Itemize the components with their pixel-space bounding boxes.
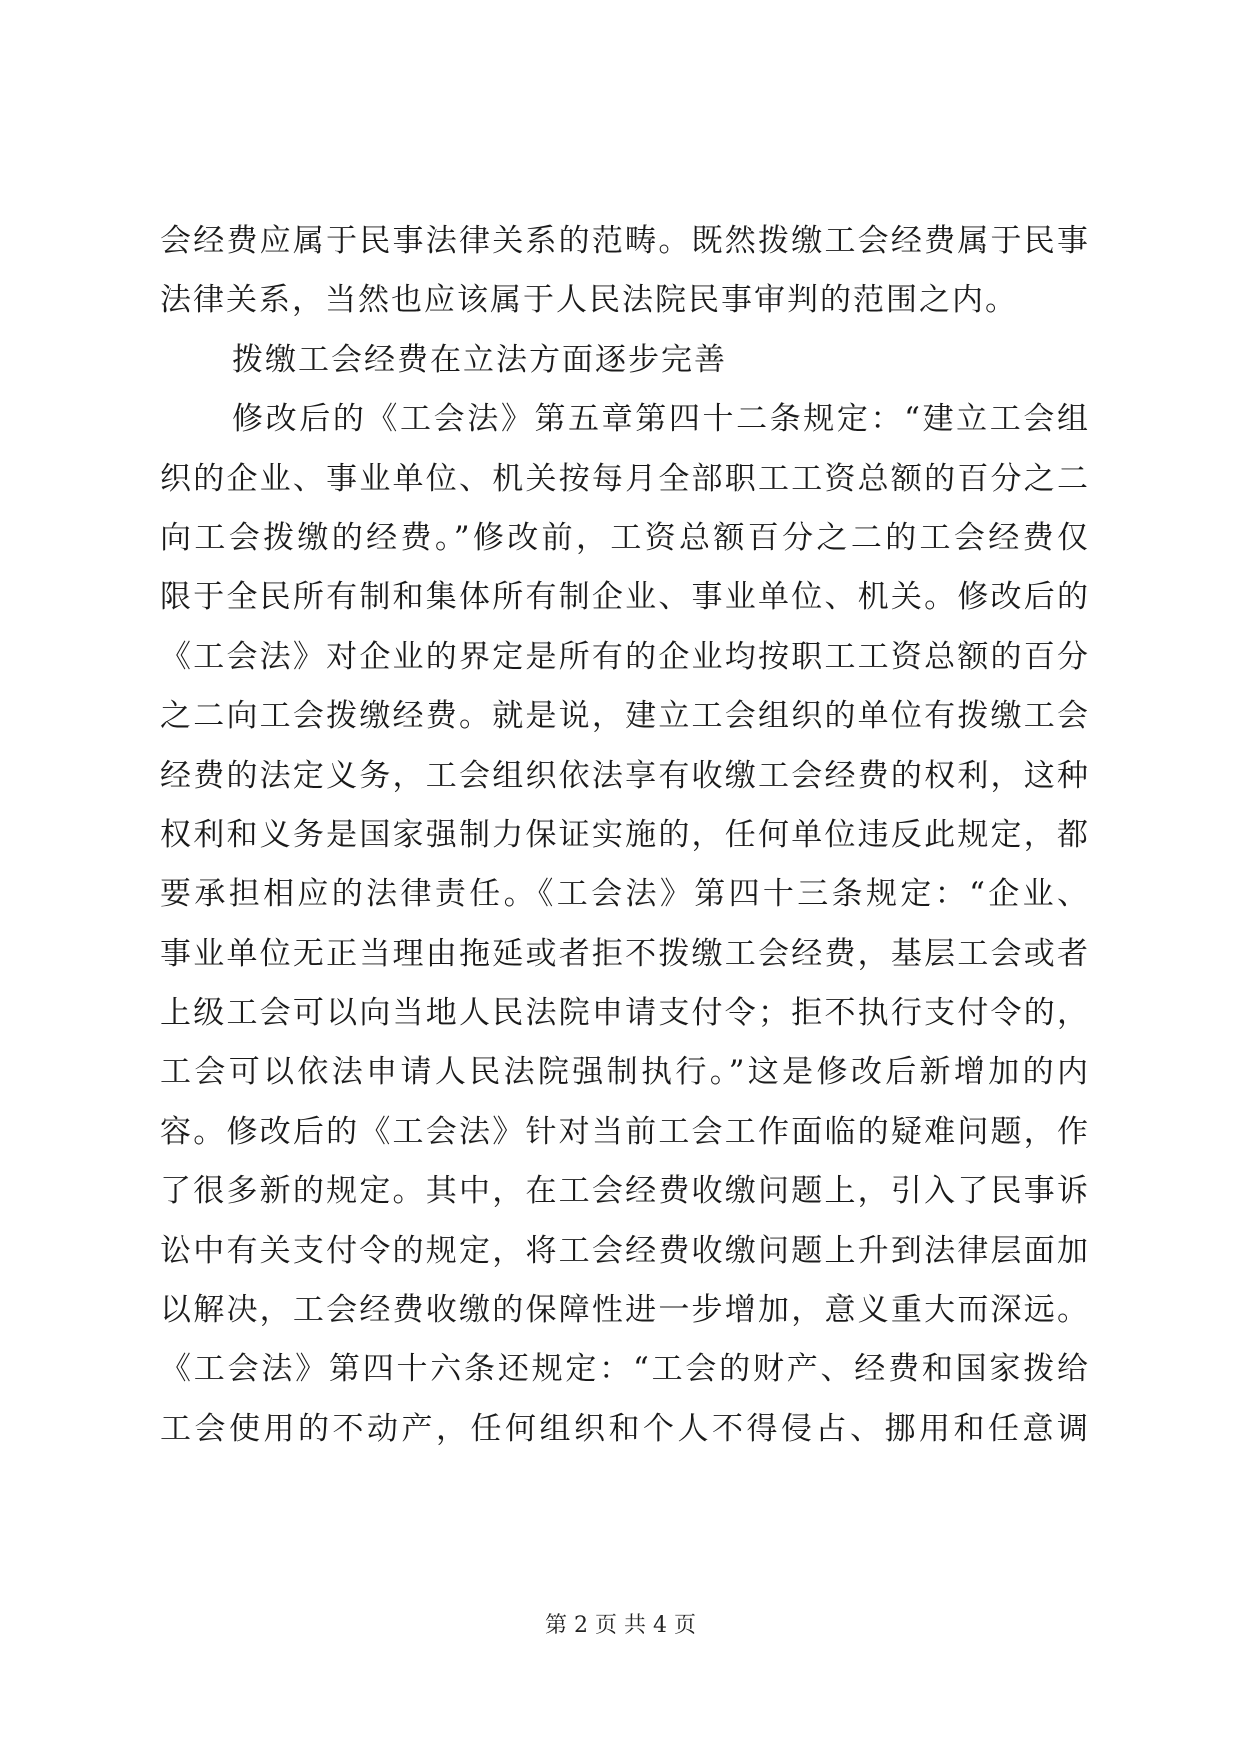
text-line: 工会可以依法申请人民法院强制执行。”这是修改后新增加的内	[160, 1054, 1090, 1091]
text-line: 之二向工会拨缴经费。就是说，建立工会组织的单位有拨缴工会	[160, 698, 1090, 735]
text-line: 事业单位无正当理由拖延或者拒不拨缴工会经费，基层工会或者	[160, 935, 1090, 972]
text-line: 讼中有关支付令的规定，将工会经费收缴问题上升到法律层面加	[160, 1232, 1090, 1269]
page-footer: 第 2 页 共 4 页	[545, 1613, 696, 1638]
text-line: 会经费应属于民事法律关系的范畴。既然拨缴工会经费属于民事	[160, 223, 1090, 259]
text-line: 《工会法》对企业的界定是所有的企业均按职工工资总额的百分	[160, 638, 1090, 675]
text-line: 权利和义务是国家强制力保证实施的，任何单位违反此规定，都	[160, 816, 1090, 853]
text-line: 容。修改后的《工会法》针对当前工会工作面临的疑难问题，作	[160, 1113, 1090, 1150]
text-line: 织的企业、事业单位、机关按每月全部职工工资总额的百分之二	[160, 460, 1090, 497]
text-line: 要承担相应的法律责任。《工会法》第四十三条规定：“企业、	[160, 876, 1090, 913]
text-line: 以解决，工会经费收缴的保障性进一步增加，意义重大而深远。	[160, 1292, 1090, 1329]
text-line: 向工会拨缴的经费。”修改前，工资总额百分之二的工会经费仅	[160, 519, 1090, 556]
text-line: 经费的法定义务，工会组织依法享有收缴工会经费的权利，这种	[160, 757, 1090, 794]
text-line: 法律关系，当然也应该属于人民法院民事审判的范围之内。	[160, 282, 1018, 319]
document-body	[160, 212, 1090, 1459]
text-line: 修改后的《工会法》第五章第四十二条规定：“建立工会组	[232, 401, 1090, 438]
text-line: 限于全民所有制和集体所有制企业、事业单位、机关。修改后的	[160, 579, 1090, 616]
text-line: 上级工会可以向当地人民法院申请支付令；拒不执行支付令的，	[160, 995, 1090, 1032]
text-line: 工会使用的不动产，任何组织和个人不得侵占、挪用和任意调	[160, 1410, 1090, 1447]
text-line: 拨缴工会经费在立法方面逐步完善	[232, 341, 727, 378]
text-line: 了很多新的规定。其中，在工会经费收缴问题上，引入了民事诉	[160, 1173, 1090, 1210]
text-line: 《工会法》第四十六条还规定：“工会的财产、经费和国家拨给	[160, 1351, 1090, 1388]
